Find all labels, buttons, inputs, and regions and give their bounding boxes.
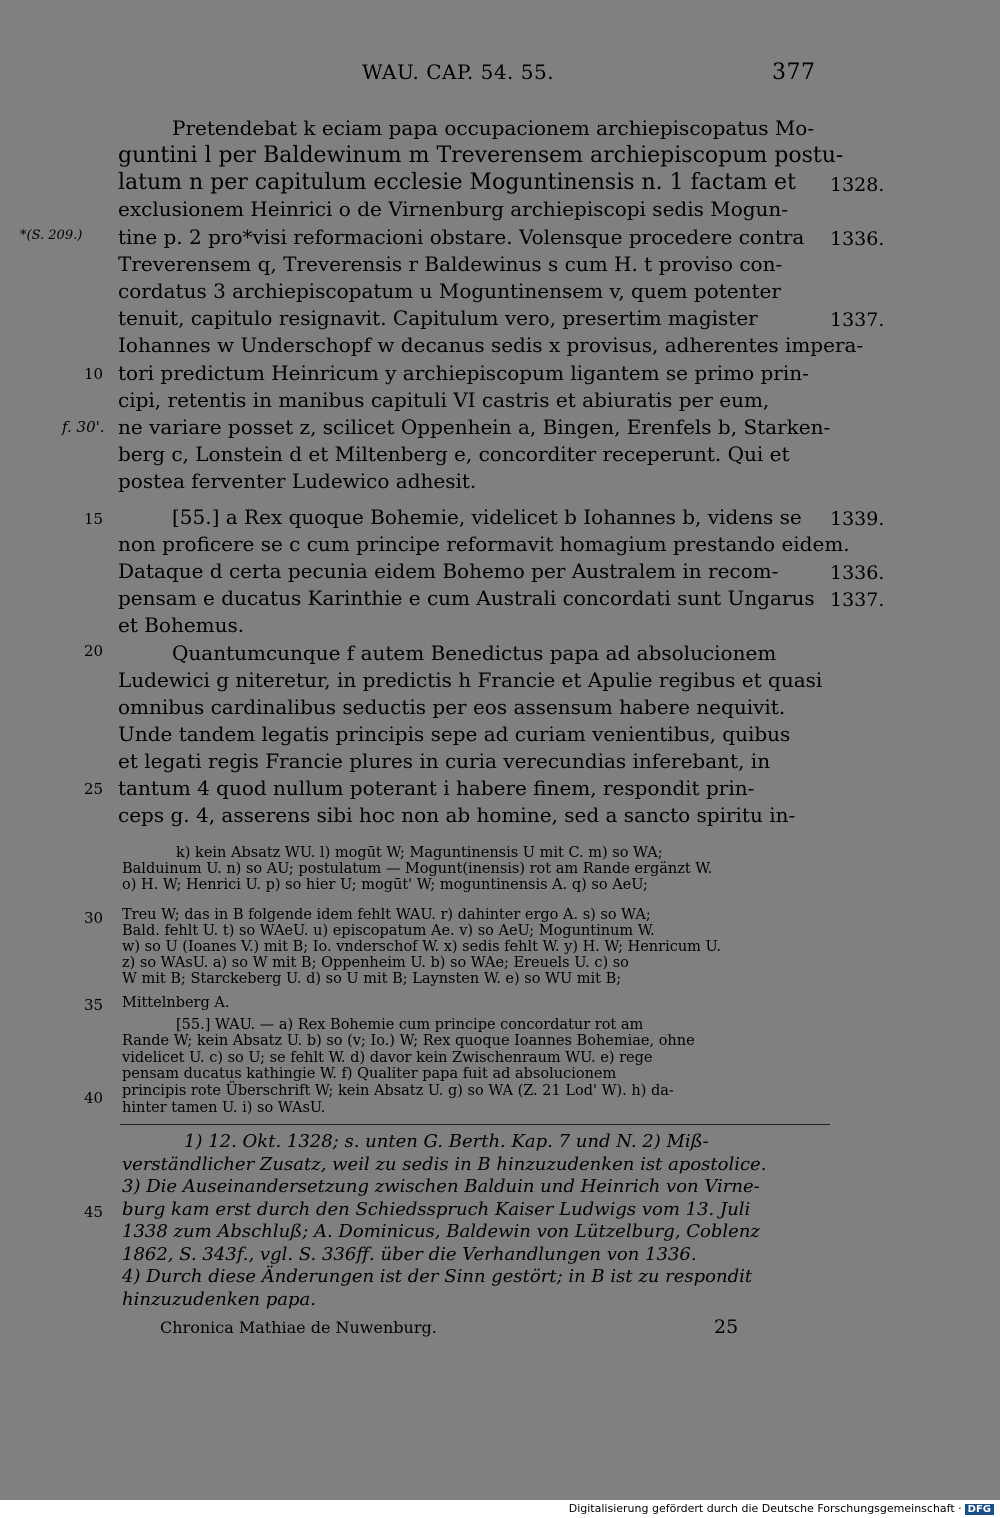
line-number: 30 xyxy=(84,909,104,927)
margin-year: 1336. xyxy=(830,228,885,250)
text-line: pensam e ducatus Karinthie e cum Australi concordati sunt Ungarus xyxy=(118,586,815,610)
margin-year: 1328. xyxy=(830,174,885,196)
text-line: cordatus 3 archiepiscopatum u Moguntinensem v, quem potenter xyxy=(118,279,781,303)
footnote-line: 1338 zum Abschluß; A. Dominicus, Baldewin von Lützelburg, Coblenz xyxy=(122,1221,760,1242)
footnote-line: hinzuzudenken papa. xyxy=(122,1289,316,1310)
footnote-line: 1862, S. 343f., vgl. S. 336ff. über die Verhandlungen von 1336. xyxy=(122,1244,697,1265)
apparatus-line: pensam ducatus kathingie W. f) Qualiter papa fuit ad absolucionem xyxy=(122,1066,617,1082)
dfg-logo: DFG xyxy=(965,1504,994,1515)
text-line: omnibus cardinalibus seductis per eos assensum habere nequivit. xyxy=(118,695,786,719)
text-line: non proficere se c cum principe reformavit homagium prestando eidem. xyxy=(118,532,850,556)
footer-bar xyxy=(0,1500,1000,1518)
line-number: 20 xyxy=(84,642,104,660)
text-line: tine p. 2 pro*visi reformacioni obstare. Volensque procedere contra xyxy=(118,225,805,249)
text-line: tori predictum Heinricum y archiepiscopum ligantem se primo prin- xyxy=(118,361,809,385)
text-line: cipi, retentis in manibus capituli VI castris et abiuratis per eum, xyxy=(118,388,770,412)
line-number: 15 xyxy=(84,510,104,528)
margin-reference: *(S. 209.) xyxy=(20,228,83,243)
margin-reference: f. 30'. xyxy=(62,418,105,436)
apparatus-line: Mittelnberg A. xyxy=(122,995,230,1011)
line-number: 10 xyxy=(84,365,104,383)
dfg-credit xyxy=(569,1502,994,1515)
text-line: Unde tandem legatis principis sepe ad curiam venientibus, quibus xyxy=(118,722,791,746)
margin-year: 1337. xyxy=(830,589,885,611)
apparatus-line: principis rote Überschrift W; kein Absatz U. g) so WA (Z. 21 Lod' W). h) da- xyxy=(122,1083,674,1099)
apparatus-line: z) so WAsU. a) so W mit B; Oppenheim U. b) so WAe; Ereuels U. c) so xyxy=(122,955,629,971)
footnote-line: 3) Die Auseinandersetzung zwischen Balduin und Heinrich von Virne- xyxy=(122,1176,760,1197)
margin-year: 1339. xyxy=(830,508,885,530)
text-line: Pretendebat k eciam papa occupacionem archiepiscopatus Mo- xyxy=(172,116,815,140)
footnote-line: verständlicher Zusatz, weil zu sedis in B hinzuzudenken ist apostolice. xyxy=(122,1154,767,1175)
apparatus-line: w) so U (Ioanes V.) mit B; Io. vnderschof W. x) sedis fehlt W. y) H. W; Henricum U. xyxy=(122,939,722,955)
signature-number: 25 xyxy=(714,1316,739,1338)
text-line: et legati regis Francie plures in curia verecundias inferebant, in xyxy=(118,749,771,773)
text-line: postea ferventer Ludewico adhesit. xyxy=(118,469,477,493)
page-number: 377 xyxy=(772,60,816,85)
footnote-line: 4) Durch diese Änderungen ist der Sinn gestört; in B ist zu respondit xyxy=(122,1266,753,1287)
text-line: berg c, Lonstein d et Miltenberg e, concorditer receperunt. Qui et xyxy=(118,442,790,466)
line-number: 40 xyxy=(84,1089,104,1107)
text-line: [55.] a Rex quoque Bohemie, videlicet b Iohannes b, videns se xyxy=(172,505,802,529)
text-line: ceps g. 4, asserens sibi hoc non ab homine, sed a sancto spiritu in- xyxy=(118,803,796,827)
text-line: et Bohemus. xyxy=(118,613,245,637)
line-number: 35 xyxy=(84,996,104,1014)
apparatus-line: Balduinum U. n) so AU; postulatum — Mogunt(inensis) rot am Rande ergänzt W. xyxy=(122,861,713,877)
footnote-line: burg kam erst durch den Schiedsspruch Kaiser Ludwigs vom 13. Juli xyxy=(122,1199,751,1220)
text-line: tantum 4 quod nullum poterant i habere finem, respondit prin- xyxy=(118,776,755,800)
text-line: Dataque d certa pecunia eidem Bohemo per Australem in recom- xyxy=(118,559,779,583)
margin-year: 1336. xyxy=(830,562,885,584)
footnote-divider xyxy=(120,1124,830,1125)
text-line: Ludewici g niteretur, in predictis h Francie et Apulie regibus et quasi xyxy=(118,668,823,692)
apparatus-line: Bald. fehlt U. t) so WAeU. u) episcopatum Ae. v) so AeU; Moguntinum W. xyxy=(122,923,655,939)
line-number: 45 xyxy=(84,1203,104,1221)
margin-year: 1337. xyxy=(830,309,885,331)
text-line: guntini l per Baldewinum m Treverensem archiepiscopum postu- xyxy=(118,143,844,168)
text-line: exclusionem Heinrici o de Virnenburg archiepiscopi sedis Mogun- xyxy=(118,197,789,221)
apparatus-line: hinter tamen U. i) so WAsU. xyxy=(122,1100,326,1116)
dfg-credit-text: Digitalisierung gefördert durch die Deutsche Forschungsgemeinschaft · xyxy=(568,1502,962,1515)
text-line: Quantumcunque f autem Benedictus papa ad absolucionem xyxy=(172,641,777,665)
text-line: Iohannes w Underschopf w decanus sedis x provisus, adherentes impera- xyxy=(118,333,864,357)
apparatus-line: Treu W; das in B folgende idem fehlt WAU. r) dahinter ergo A. s) so WA; xyxy=(122,907,651,923)
apparatus-line: k) kein Absatz WU. l) mogūt W; Maguntinensis U mit C. m) so WA; xyxy=(176,845,663,861)
footnote-line: 1) 12. Okt. 1328; s. unten G. Berth. Kap. 7 und N. 2) Miß- xyxy=(184,1131,709,1152)
apparatus-line: [55.] WAU. — a) Rex Bohemie cum principe concordatur rot am xyxy=(176,1017,644,1033)
signature-text: Chronica Mathiae de Nuwenburg. xyxy=(160,1318,437,1337)
apparatus-line: W mit B; Starckeberg U. d) so U mit B; Laynsten W. e) so WU mit B; xyxy=(122,971,622,987)
text-line: latum n per capitulum ecclesie Moguntinensis n. 1 factam et xyxy=(118,170,796,195)
line-number: 25 xyxy=(84,780,104,798)
apparatus-line: videlicet U. c) so U; se fehlt W. d) davor kein Zwischenraum WU. e) rege xyxy=(122,1050,653,1066)
running-title: WAU. CAP. 54. 55. xyxy=(362,60,555,84)
apparatus-line: Rande W; kein Absatz U. b) so (v; Io.) W; Rex quoque Ioannes Bohemiae, ohne xyxy=(122,1033,695,1049)
text-line: Treverensem q, Treverensis r Baldewinus s cum H. t proviso con- xyxy=(118,252,783,276)
text-line: tenuit, capitulo resignavit. Capitulum vero, presertim magister xyxy=(118,306,758,330)
apparatus-line: o) H. W; Henrici U. p) so hier U; mogūt' W; moguntinensis A. q) so AeU; xyxy=(122,877,648,893)
text-line: ne variare posset z, scilicet Oppenhein a, Bingen, Erenfels b, Starken- xyxy=(118,415,831,439)
